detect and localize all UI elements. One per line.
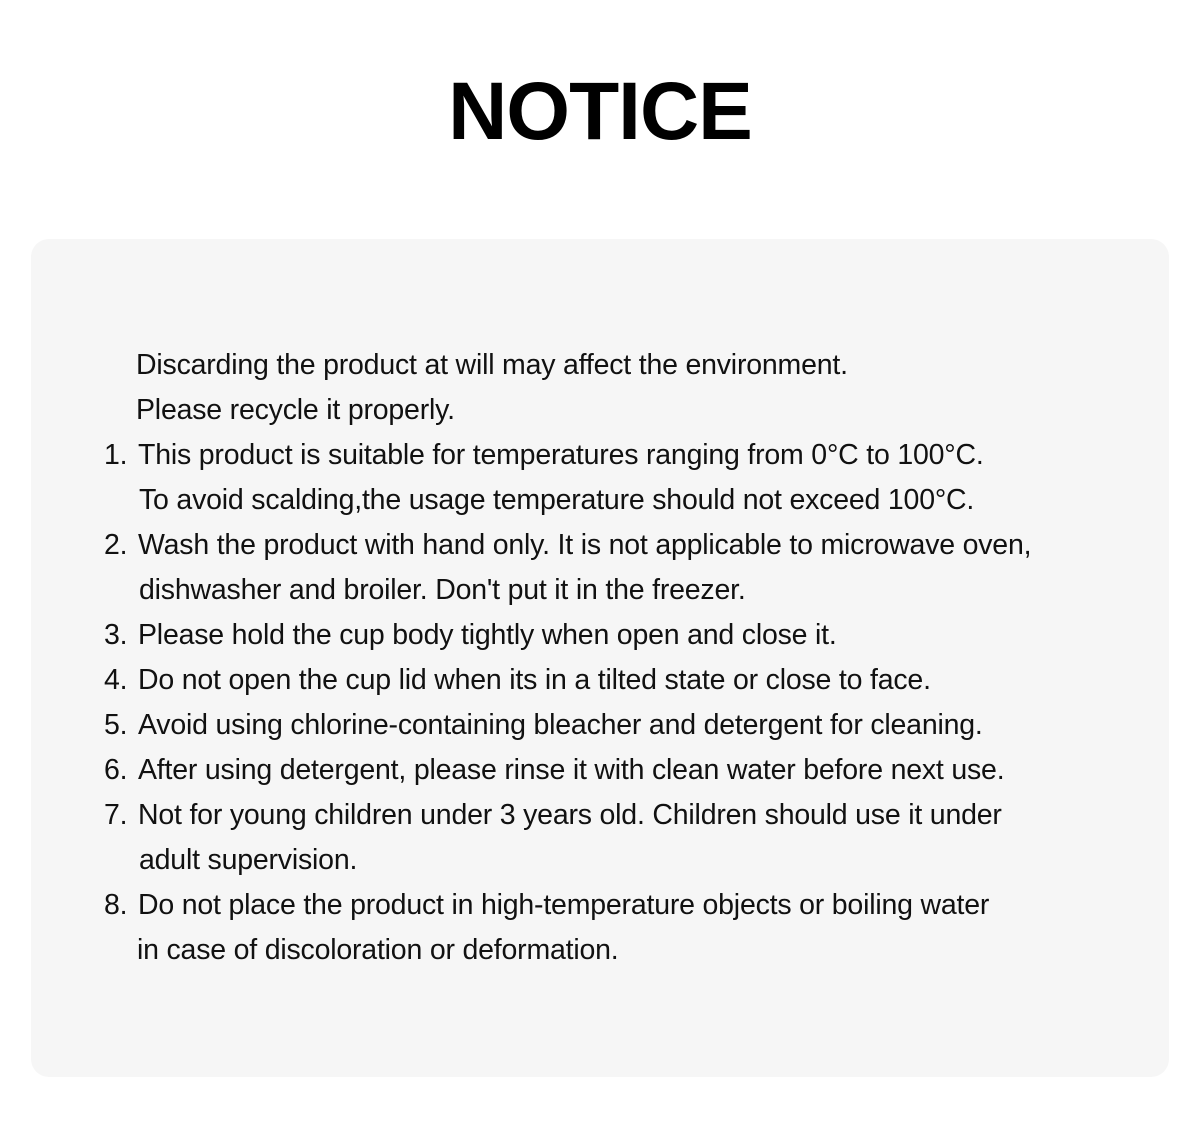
item-text: To avoid scalding,the usage temperature should not exceed 100°C. xyxy=(139,484,975,516)
list-item-4 xyxy=(0,658,1200,703)
item-text: After using detergent, please rinse it with clean water before next use. xyxy=(138,754,1005,786)
item-text: Not for young children under 3 years old. Children should use it under xyxy=(138,799,1002,831)
item-number: 1. xyxy=(104,439,128,471)
list-item-7-continuation xyxy=(0,838,1200,883)
item-number: 6. xyxy=(104,754,128,786)
item-number: 7. xyxy=(104,799,128,831)
list-item-7 xyxy=(0,793,1200,838)
item-number: 2. xyxy=(104,529,128,561)
item-text: Please hold the cup body tightly when open and close it. xyxy=(138,619,837,651)
item-number: 3. xyxy=(104,619,128,651)
item-text: Avoid using chlorine-containing bleacher and detergent for cleaning. xyxy=(138,709,983,741)
list-item-1-continuation xyxy=(0,478,1200,523)
item-text: adult supervision. xyxy=(139,844,358,876)
intro-text: Discarding the product at will may affect the environment. xyxy=(136,349,848,381)
page-title: NOTICE xyxy=(448,66,752,157)
intro-line xyxy=(0,388,1200,433)
item-number: 4. xyxy=(104,664,128,696)
intro-text: Please recycle it properly. xyxy=(136,394,455,426)
list-item-5 xyxy=(0,703,1200,748)
intro-line xyxy=(0,343,1200,388)
item-text: This product is suitable for temperatures ranging from 0°C to 100°C. xyxy=(138,439,984,471)
list-item-8 xyxy=(0,883,1200,928)
item-text: Do not open the cup lid when its in a tilted state or close to face. xyxy=(138,664,931,696)
notice-list xyxy=(0,343,1200,973)
list-item-2-continuation xyxy=(0,568,1200,613)
item-number: 5. xyxy=(104,709,128,741)
item-text: Wash the product with hand only. It is not applicable to microwave oven, xyxy=(138,529,1032,561)
item-text: dishwasher and broiler. Don't put it in the freezer. xyxy=(139,574,746,606)
item-text: Do not place the product in high-temperature objects or boiling water xyxy=(138,889,990,921)
list-item-6 xyxy=(0,748,1200,793)
item-number: 8. xyxy=(104,889,128,921)
list-item-1 xyxy=(0,433,1200,478)
list-item-2 xyxy=(0,523,1200,568)
list-item-8-continuation xyxy=(0,928,1200,973)
item-text: in case of discoloration or deformation. xyxy=(137,934,619,966)
list-item-3 xyxy=(0,613,1200,658)
